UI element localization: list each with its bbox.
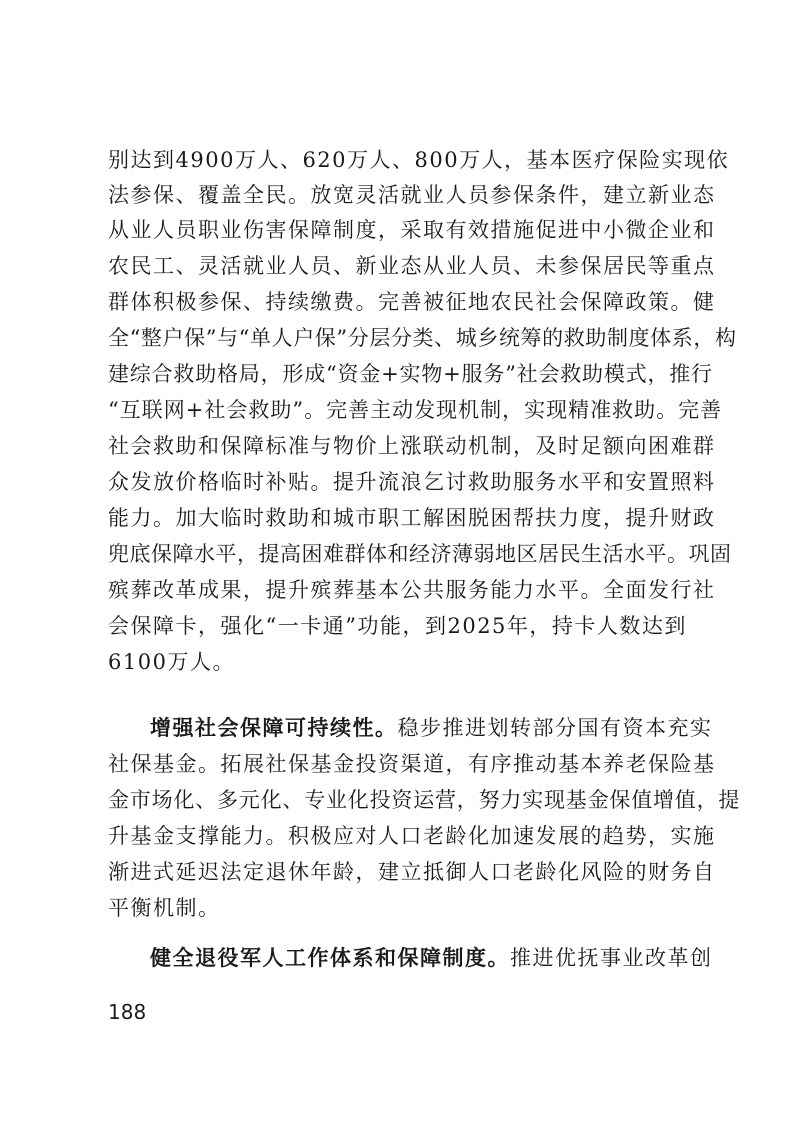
text-line: 6100万人。 bbox=[108, 650, 235, 674]
paragraph-first-line bbox=[150, 944, 713, 972]
text-line: 金市场化、多元化、专业化投资运营，努力实现基金保值增值，提 bbox=[108, 788, 741, 812]
paragraph-first-line bbox=[150, 714, 713, 742]
text-line: 社会救助和保障标准与物价上涨联动机制，及时足额向困难群 bbox=[108, 434, 716, 458]
text-line: 殡葬改革成果，提升殡葬基本公共服务能力水平。全面发行社 bbox=[108, 578, 716, 602]
text-line: 渐进式延迟法定退休年龄，建立抵御人口老龄化风险的财务自 bbox=[108, 860, 716, 884]
text-line: 会保障卡，强化“一卡通”功能，到2025年，持卡人数达到 bbox=[108, 614, 687, 638]
section-heading: 增强社会保障可持续性。 bbox=[150, 715, 398, 740]
text-line: 别达到4900万人、620万人、800万人，基本医疗保险实现依 bbox=[108, 148, 730, 172]
section-heading: 健全退役军人工作体系和保障制度。 bbox=[150, 945, 510, 970]
text-line: 群体积极参保、持续缴费。完善被征地农民社会保障政策。健 bbox=[108, 290, 716, 314]
text-line: 能力。加大临时救助和城市职工解困脱困帮扶力度，提升财政 bbox=[108, 506, 716, 530]
text-line: 升基金支撑能力。积极应对人口老龄化加速发展的趋势，实施 bbox=[108, 824, 716, 848]
text-line: 从业人员职业伤害保障制度，采取有效措施促进中小微企业和 bbox=[108, 218, 716, 242]
text-line: 建综合救助格局，形成“资金+实物+服务”社会救助模式，推行 bbox=[108, 362, 713, 386]
text-line: 法参保、覆盖全民。放宽灵活就业人员参保条件，建立新业态 bbox=[108, 183, 716, 207]
text-line: 全“整户保”与“单人户保”分层分类、城乡统筹的救助制度体系，构 bbox=[108, 326, 737, 350]
text-span: 稳步推进划转部分国有资本充实 bbox=[397, 716, 713, 740]
text-line: 兜底保障水平，提高困难群体和经济薄弱地区居民生活水平。巩固 bbox=[108, 542, 732, 566]
text-span: 推进优抚事业改革创 bbox=[510, 946, 713, 970]
text-line: 社保基金。拓展社保基金投资渠道，有序推动基本养老保险基 bbox=[108, 752, 716, 776]
text-line: “互联网+社会救助”。完善主动发现机制，实现精准救助。完善 bbox=[108, 398, 723, 422]
text-line: 众发放价格临时补贴。提升流浪乞讨救助服务水平和安置照料 bbox=[108, 470, 716, 494]
text-line: 平衡机制。 bbox=[108, 896, 221, 920]
text-line: 农民工、灵活就业人员、新业态从业人员、未参保居民等重点 bbox=[108, 254, 716, 278]
page-number: 188 bbox=[108, 1000, 147, 1024]
